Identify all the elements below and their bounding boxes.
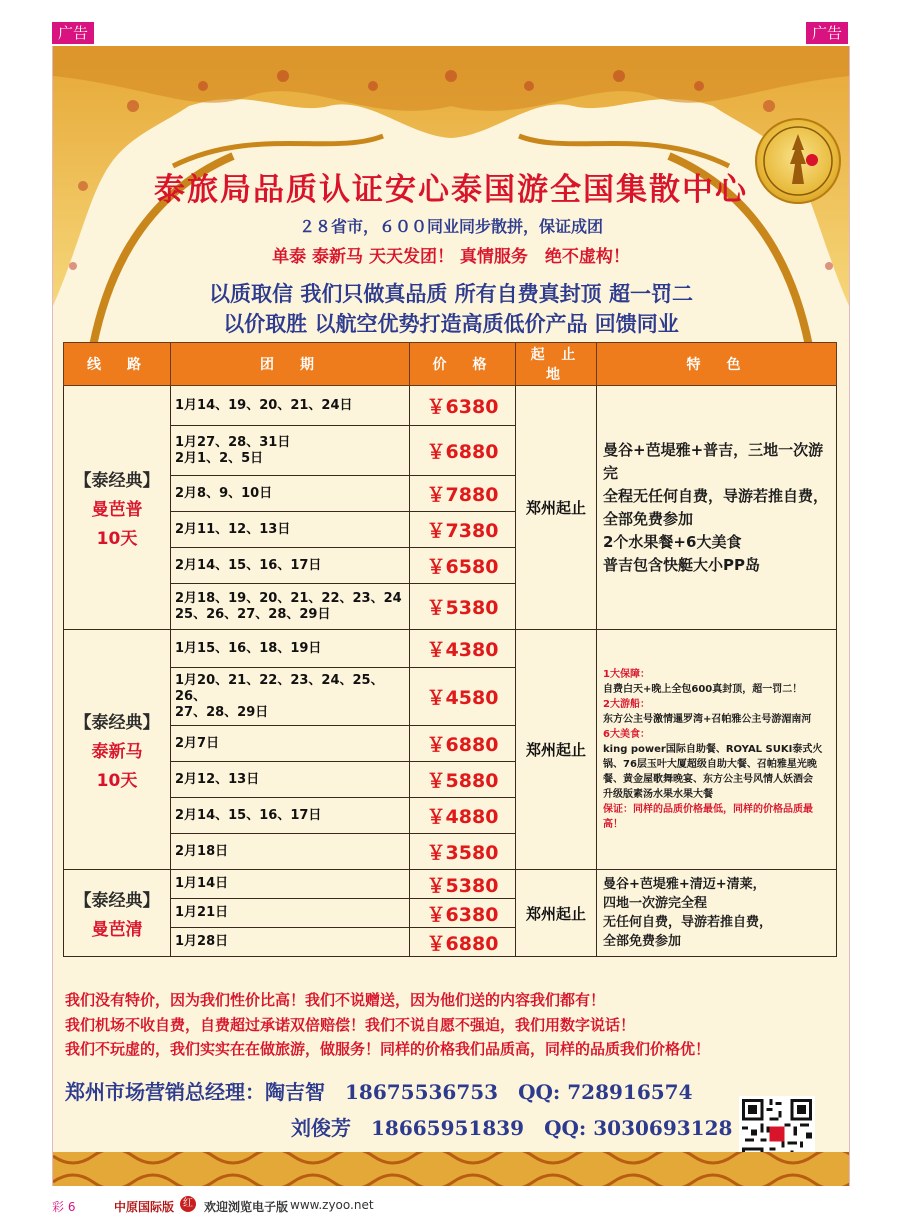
- page-number: 彩 6: [52, 1200, 76, 1214]
- tagline: 单泰 泰新马 天天发团！ 真情服务 绝不虚构！: [272, 247, 630, 267]
- route-days: 10天: [96, 529, 138, 549]
- headline: 泰旅局品质认证安心泰国游全国集散中心: [154, 172, 748, 208]
- price-cell: ￥4580: [410, 668, 516, 726]
- origin-cell: 郑州起止: [516, 870, 597, 957]
- slogan-quality: 以质取信 我们只做真品质 所有自费真封顶 超一罚二: [209, 281, 693, 306]
- ad-label-right: 广告: [806, 22, 848, 44]
- price-cell: ￥5380: [410, 584, 516, 630]
- route-name: 【泰经典】: [74, 891, 160, 911]
- ad-panel: [52, 46, 850, 1186]
- dates-cell: 1月28日: [171, 928, 410, 957]
- route-cell: [64, 630, 171, 870]
- welcome-text: 欢迎浏览电子版: [204, 1200, 289, 1214]
- edition-badge: 红: [180, 1196, 196, 1212]
- ad-label-left: 广告: [52, 22, 94, 44]
- col-header-features: 特 色: [597, 343, 837, 386]
- dates-cell: 2月14、15、16、17日: [171, 548, 410, 584]
- price-cell: ￥7880: [410, 476, 516, 512]
- promo-line: 我们没有特价，因为我们性价比高！我们不说赠送，因为他们送的内容我们都有！: [65, 991, 606, 1009]
- contact-manager: 郑州市场营销总经理：陶吉智 18675536753 QQ: 728916574: [65, 1080, 693, 1104]
- route-place: 泰新马: [91, 742, 143, 762]
- feature-text-guarantee: 自费白天+晚上全包600真封顶，超一罚二！: [603, 684, 803, 695]
- edition-name: 中原国际版: [114, 1200, 175, 1214]
- feature-text-cruise: 东方公主号激情暹罗湾+召帕雅公主号游湄南河: [603, 714, 812, 725]
- route-name: 【泰经典】: [74, 713, 160, 733]
- features-text: 曼谷+芭堤雅+清迈+清莱， 四地一次游完全程 无任何自费，导游若推自费， 全部免费参加: [603, 877, 773, 949]
- promo-line: 我们不玩虚的，我们实实在在做旅游，做服务！同样的价格我们品质高，同样的品质我们价格优！: [65, 1040, 711, 1058]
- col-header-route: 线 路: [64, 343, 171, 386]
- price-cell: ￥6880: [410, 726, 516, 762]
- dates-cell: 2月11、12、13日: [171, 512, 410, 548]
- price-cell: ￥4880: [410, 798, 516, 834]
- price-cell: ￥7380: [410, 512, 516, 548]
- route-place: 曼芭清: [91, 920, 143, 940]
- col-header-dates: 团 期: [171, 343, 410, 386]
- dates-cell: 2月7日: [171, 726, 410, 762]
- feature-heading-food: 6大美食：: [603, 729, 650, 740]
- thai-ornament-bottom: [53, 1152, 849, 1186]
- dates-cell: 2月18日: [171, 834, 410, 870]
- feature-promise: 保证：同样的品质价格最低，同样的价格品质最高！: [603, 804, 813, 830]
- dates-cell: 1月15、16、18、19日: [171, 630, 410, 668]
- price-cell: ￥5380: [410, 870, 516, 899]
- route-days: 10天: [96, 771, 138, 791]
- route-place: 曼芭普: [91, 500, 143, 520]
- feature-heading-guarantee: 1大保障：: [603, 669, 650, 680]
- slogan-price: 以价取胜 以航空优势打造高质低价产品 回馈同业: [223, 311, 679, 336]
- table-row: [64, 386, 837, 426]
- price-cell: ￥4380: [410, 630, 516, 668]
- price-cell: ￥6880: [410, 928, 516, 957]
- dates-cell: 1月14日: [171, 870, 410, 899]
- features-cell: [597, 630, 837, 870]
- dates-cell: 1月21日: [171, 899, 410, 928]
- price-cell: ￥6880: [410, 426, 516, 476]
- route-name: 【泰经典】: [74, 471, 160, 491]
- contact-secondary: 刘俊芳 18665951839 QQ: 3030693128: [291, 1116, 733, 1140]
- origin-cell: 郑州起止: [516, 630, 597, 870]
- website-link[interactable]: www.zyoo.net: [290, 1198, 374, 1212]
- features-text: 曼谷+芭堤雅+普吉，三地一次游完 全程无任何自费，导游若推自费，全部免费参加 2个水果餐+6大美食 普吉包含快艇大小PP岛: [603, 440, 829, 574]
- table-row: [64, 630, 837, 668]
- dates-cell: 1月20、21、22、23、24、25、26、 27、28、29日: [171, 668, 410, 726]
- price-cell: ￥6580: [410, 548, 516, 584]
- origin-cell: 郑州起止: [516, 386, 597, 630]
- route-cell: [64, 870, 171, 957]
- table-header-row: [64, 343, 837, 386]
- dates-cell: 2月8、9、10日: [171, 476, 410, 512]
- dates-cell: 1月27、28、31日 2月1、2、5日: [171, 426, 410, 476]
- feature-text-food: king power国际自助餐、ROYAL SUKI泰式火锅、76层玉叶大厦超级自助大餐、召帕雅星光晚餐、黄金屋歌舞晚宴、东方公主号风情人妖酒会 升级版素汤水果水果大餐: [603, 744, 823, 800]
- feature-heading-cruise: 2大游船：: [603, 699, 650, 710]
- tour-price-table: [63, 342, 837, 957]
- features-cell: [597, 386, 837, 630]
- price-cell: ￥6380: [410, 386, 516, 426]
- dates-cell: 1月14、19、20、21、24日: [171, 386, 410, 426]
- promo-line: 我们机场不收自费，自费超过承诺双倍赔偿！我们不说自愿不强迫，我们用数字说话！: [65, 1016, 636, 1034]
- col-header-origin: 起 止 地: [516, 343, 597, 386]
- subheadline: ２８省市，６００同业同步散拼，保证成团: [298, 217, 603, 236]
- route-cell: [64, 386, 171, 630]
- price-cell: ￥5880: [410, 762, 516, 798]
- col-header-price: 价 格: [410, 343, 516, 386]
- dates-cell: 2月14、15、16、17日: [171, 798, 410, 834]
- page-footer: [52, 1196, 848, 1216]
- table-row: [64, 870, 837, 899]
- price-cell: ￥3580: [410, 834, 516, 870]
- dates-cell: 2月12、13日: [171, 762, 410, 798]
- features-cell: [597, 870, 837, 957]
- price-cell: ￥6380: [410, 899, 516, 928]
- dates-cell: 2月18、19、20、21、22、23、24 25、26、27、28、29日: [171, 584, 410, 630]
